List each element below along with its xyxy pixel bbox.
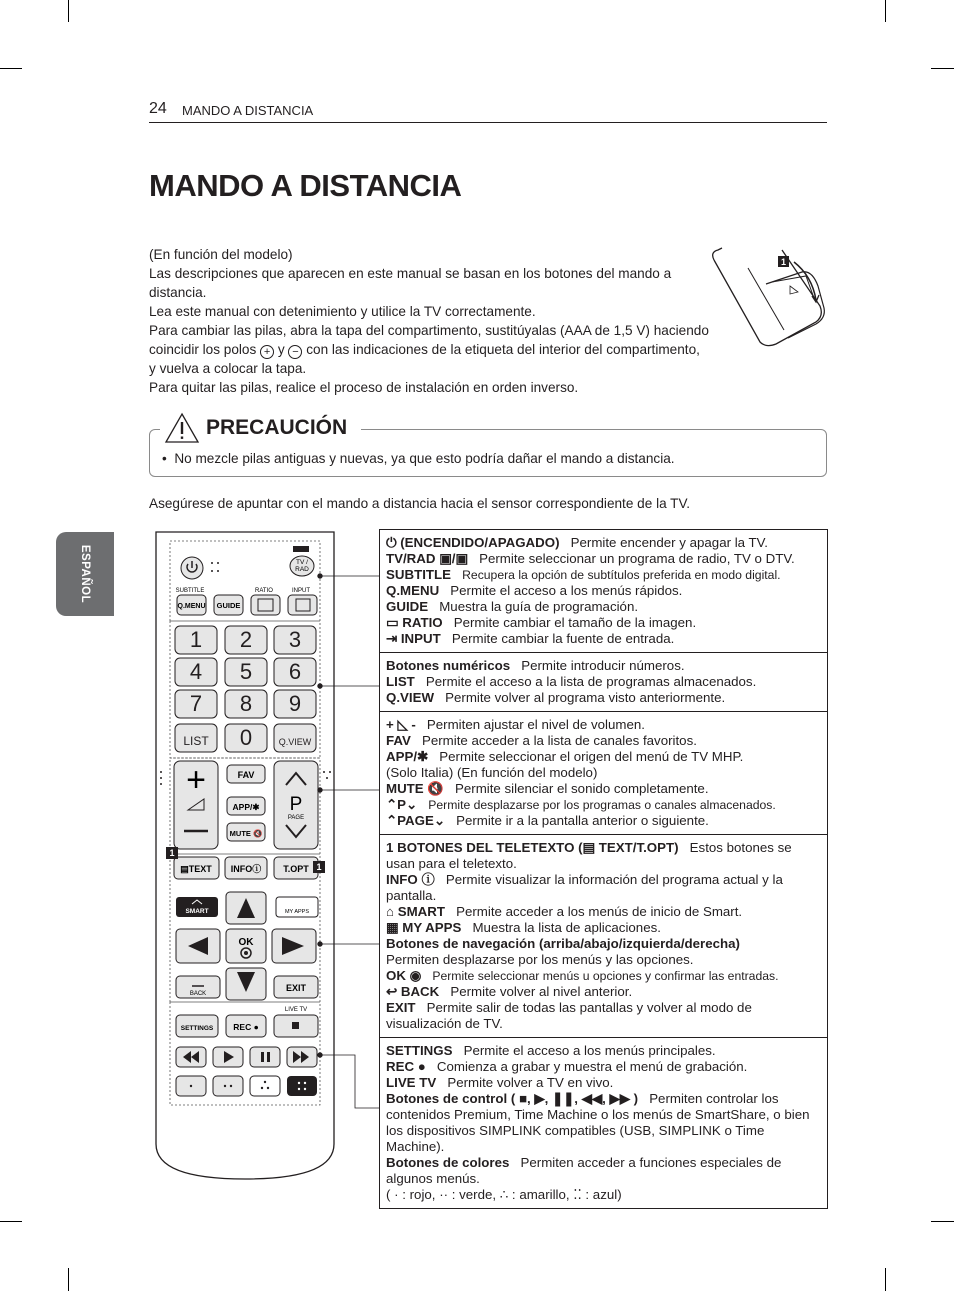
intro-line: (En función del modelo) [149, 247, 293, 262]
legend-row: MUTE 🔇 Permite silenciar el sonido completamente. [386, 781, 709, 796]
intro-line: Lea este manual con detenimiento y utilice la TV correctamente. [149, 304, 536, 319]
livetv-label: LIVE TV [284, 1007, 308, 1013]
legend-row: FAV Permite acceder a la lista de canales favoritos. [386, 733, 697, 748]
legend-row: ▦ MY APPS Muestra la lista de aplicaciones. [386, 920, 661, 935]
legend-row: SETTINGS Permite el acceso a los menús principales. [386, 1043, 716, 1058]
digit-5-label: 5 [239, 659, 253, 684]
back-button[interactable]: BACK [189, 991, 207, 997]
text-button[interactable]: ▤TEXT [180, 864, 212, 874]
crop-mark [931, 68, 954, 69]
page-title: MANDO A DISTANCIA [149, 168, 462, 203]
crop-mark [68, 0, 69, 22]
crop-mark [885, 0, 886, 22]
intro-text [149, 245, 709, 397]
page-number: 24 [149, 100, 167, 117]
legend-row: (Solo Italia) (En función del modelo) [386, 765, 598, 780]
digit-1-label: 1 [189, 627, 203, 652]
guide-button[interactable]: GUIDE [216, 601, 241, 610]
caution-title: PRECAUCIÓN [206, 416, 348, 439]
digit-2-label: 2 [239, 627, 253, 652]
legend-row: LIVE TV Permite volver a TV en vivo. [386, 1075, 614, 1090]
crop-mark [0, 1221, 22, 1222]
app-button[interactable]: APP/✱ [232, 802, 260, 812]
teletext-callout: 1 [169, 848, 175, 858]
program-label: P [289, 794, 303, 815]
legend-row: SUBTITLE Recupera la opción de subtítulos preferida en modo digital. [386, 567, 781, 582]
aim-note: Asegúrese de apuntar con el mando a distancia hacia el sensor correspondiente de la TV. [149, 496, 691, 511]
legend-row: ⏻ (ENCENDIDO/APAGADO) Permite encender y apagar la TV. [386, 535, 768, 550]
exit-button[interactable]: EXIT [285, 983, 307, 993]
ratio-label: RATIO [255, 588, 273, 594]
legend-row: Q.VIEW Permite volver al programa visto anteriormente. [386, 690, 726, 705]
topt-button[interactable]: T.OPT [283, 864, 309, 874]
legend-row: Botones de navegación (arriba/abajo/izquierda/derecha) [386, 936, 740, 951]
legend-row: GUIDE Muestra la guía de programación. [386, 599, 639, 614]
list-label: LIST [183, 734, 209, 748]
legend-row: Botones de control ( ■, ▶, ❚❚, ◀◀, ▶▶ ) Permiten controlar los contenidos Premium, Time Machine o los menús de SmartShare, o bien los dispositivos SIMPLINK compatibles (USB, SIMPLINK o Time Machine). [386, 1091, 810, 1154]
legend-row: 1 BOTONES DEL TELETEXTO (▤ TEXT/T.OPT) Estos botones se usan para el teletexto. [386, 840, 792, 871]
legend-row: ▭ RATIO Permite cambiar el tamaño de la imagen. [386, 615, 697, 630]
mute-button[interactable]: MUTE 🔇 [229, 829, 263, 838]
minus-pole-icon: − [288, 345, 302, 359]
digit-4-label: 4 [189, 659, 203, 684]
legend-row: ⌃PAGE⌄ Permite ir a la pantalla anterior o siguiente. [386, 813, 709, 828]
button-legend-table [379, 529, 828, 1209]
input-label: INPUT [292, 588, 310, 594]
page-label: PAGE [287, 815, 305, 821]
legend-row: TV/RAD ▣/▣ Permite seleccionar un programa de radio, TV o DTV. [386, 551, 795, 566]
remote-control-illustration [150, 529, 340, 1181]
intro-line: Para quitar las pilas, realice el proceso de instalación en orden inverso. [149, 380, 579, 395]
qview-label: Q.VIEW [278, 737, 312, 747]
teletext-callout: 1 [316, 862, 322, 872]
digit-0-label: 0 [239, 725, 253, 750]
svg-text:RAD: RAD [295, 566, 309, 573]
warning-icon [164, 412, 200, 444]
digit-9-label: 9 [288, 691, 302, 716]
legend-row: LIST Permite el acceso a la lista de programas almacenados. [386, 674, 757, 689]
page-header [149, 100, 827, 123]
myapps-button[interactable]: MY APPS [284, 909, 310, 915]
green-button[interactable] [213, 1076, 243, 1096]
fav-button[interactable]: FAV [237, 770, 255, 780]
crop-mark [0, 68, 22, 69]
legend-row: ⇥ INPUT Permite cambiar la fuente de entrada. [386, 631, 675, 646]
ok-button[interactable]: OK [238, 937, 254, 948]
volume-up-icon[interactable]: + [186, 761, 206, 799]
crop-mark [931, 1221, 954, 1222]
crop-mark [68, 1268, 69, 1291]
rec-button[interactable]: REC ● [233, 1022, 259, 1032]
caution-heading [160, 412, 361, 444]
digit-6-label: 6 [288, 659, 302, 684]
settings-button[interactable]: SETTINGS [180, 1025, 214, 1032]
yellow-button[interactable] [250, 1076, 280, 1096]
legend-row: EXIT Permite salir de todas las pantallas y volver al modo de visualización de TV. [386, 1000, 752, 1031]
subtitle-label: SUBTITLE [175, 588, 205, 594]
legend-row: Permiten desplazarse por los menús y las opciones. [386, 952, 694, 967]
legend-row: REC ● Comienza a grabar y muestra el menú de grabación. [386, 1059, 748, 1074]
info-button[interactable]: INFOⓘ [230, 864, 262, 874]
tv-rad-button[interactable]: TV / [296, 559, 308, 566]
legend-row: APP/✱ Permite seleccionar el origen del menú de TV MHP. [386, 749, 744, 764]
language-tab: ESPAÑOL [56, 532, 114, 616]
legend-row: Botones de colores Permiten acceder a funciones especiales de algunos menús. [386, 1155, 782, 1186]
legend-row: ( · : rojo, ·· : verde, ∴ : amarillo, ⁚⁚ : azul) [386, 1187, 622, 1202]
plus-pole-icon: + [260, 345, 274, 359]
legend-row: INFO ⓘ Permite visualizar la información del programa actual y la pantalla. [386, 872, 783, 903]
legend-row: + ◺ - Permiten ajustar el nivel de volumen. [386, 717, 645, 732]
battery-step-label: 1 [780, 257, 787, 267]
legend-cell-volume [380, 712, 827, 835]
section-title: MANDO A DISTANCIA [182, 103, 314, 118]
legend-cell-power [380, 530, 827, 653]
digit-7-label: 7 [189, 691, 203, 716]
legend-row: ↩ BACK Permite volver al nivel anterior. [386, 984, 633, 999]
legend-row: Q.MENU Permite el acceso a los menús rápidos. [386, 583, 683, 598]
qmenu-button[interactable]: Q.MENU [177, 603, 206, 610]
legend-row: OK ◉ Permite seleccionar menús u opciones y confirmar las entradas. [386, 968, 779, 983]
legend-cell-settings [380, 1038, 827, 1208]
pause-icon[interactable] [261, 1052, 264, 1062]
legend-row: ⌂ SMART Permite acceder a los menús de inicio de Smart. [386, 904, 743, 919]
smart-button[interactable]: SMART [185, 908, 209, 915]
crop-mark [885, 1268, 886, 1291]
intro-line: Las descripciones que aparecen en este manual se basan en los botones del mando a distancia. [149, 266, 672, 300]
blue-button[interactable] [287, 1076, 317, 1096]
digit-3-label: 3 [288, 627, 302, 652]
caution-item: • No mezcle pilas antiguas y nuevas, ya que esto podría dañar el mando a distancia. [162, 451, 675, 466]
legend-cell-numbers [380, 653, 827, 712]
legend-cell-teletext [380, 835, 827, 1038]
intro-line: Para cambiar las pilas, abra la tapa del compartimento, sustitúyalas (AAA de 1,5 V) haciendo coincidir los polos + y − con las indicaciones de la etiqueta del interior del compartimento, y vuelva a colocar la tapa. [149, 323, 709, 376]
legend-row: Botones numéricos Permite introducir números. [386, 658, 685, 673]
legend-row: ⌃P⌄ Permite desplazarse por los programas o canales almacenados. [386, 797, 776, 812]
digit-8-label: 8 [239, 691, 253, 716]
battery-cover-illustration [708, 246, 830, 350]
livetv-stop-icon[interactable] [292, 1022, 299, 1029]
